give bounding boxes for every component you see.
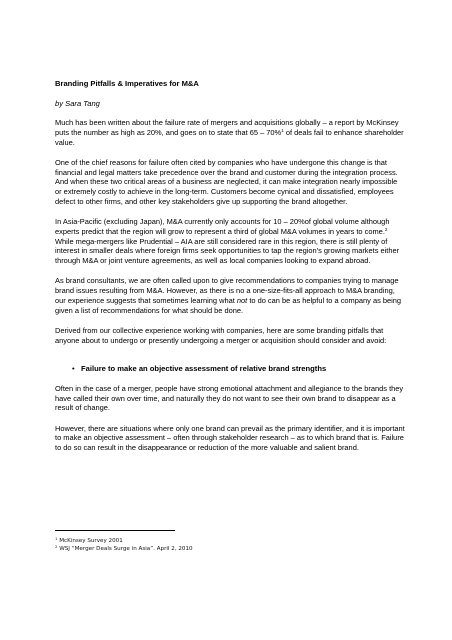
paragraph-4-emphasis: not [236, 295, 248, 305]
footnote-2-text: WSJ “Merger Deals Surge in Asia”. April 2, 2010 [57, 546, 193, 553]
footnote-2 [55, 545, 405, 553]
paragraph-4-text-a: As brand consultants, we are often called upon to give recommendations to companies trying to manage brand issues resulting from M&A. However, as there is no a one-size-fits-all approach to M&A branding, our experience suggests that sometimes learning what [55, 276, 399, 305]
paragraph-5: Derived from our collective experience working with companies, here are some branding pitfalls that anyone about to undergo or presently undergoing a merger or acquisition should consider and avoid: [55, 325, 387, 345]
bullet-symbol: • [72, 364, 75, 374]
paragraph-1-text-b: of deals fail to enhance shareholder value. [55, 127, 404, 147]
paragraph-6: Often in the case of a merger, people have strong emotional attachment and allegiance to the brands they have called their own over time, and naturally they do not want to see their own brand to disappear as a result of change. [55, 383, 404, 413]
paragraph-3 [55, 217, 405, 266]
footnote-ref-2[interactable]: 2 [384, 226, 388, 232]
author-byline: by Sara Tang [55, 98, 100, 108]
bullet-heading [55, 364, 405, 374]
footnote-1-text: McKinsey Survey 2001 [57, 538, 123, 544]
paragraph-1 [55, 118, 405, 147]
paragraph-2: One of the chief reasons for failure often cited by companies who have undergone this change is that financial and legal matters take precedence over the brand and customer during the integration process. And when these two critical areas of a business are neglected, it can make integration nearly impossible or extremely costly to achieve in the long-term. Customers become cynical and dissatisfied, employees defect to other firms, and other key stakeholders give up supporting the brand altogether. [55, 157, 398, 206]
paragraph-1-text-a: Much has been written about the failure rate of mergers and acquisitions globally – a report by McKinsey puts the number as high as 20%, and goes on to state that 65 – 70% [55, 118, 399, 137]
paragraph-4 [55, 276, 405, 315]
footnote-ref-1[interactable]: 1 [281, 127, 284, 133]
footnote-1 [55, 537, 405, 545]
paragraph-3-text-b: While mega-mergers like Prudential – AIA are still considered rare in this region, there is still plenty of interest in smaller deals where foreign firms seek opportunities to tap the region's growing markets either through M&A or joint venture agreements, as well as local companies looking to expand abroad. [55, 236, 400, 265]
paragraph-3-text-a: In Asia-Pacific (excluding Japan), M&A currently only accounts for 10 – 20%of global volume although experts predict that the region will grow to represent a third of global M&A volumes in years to come. [55, 217, 390, 236]
footnotes-section [55, 530, 405, 554]
footnote-2-number: 2 [55, 544, 58, 550]
document-body [55, 79, 405, 463]
document-title: Branding Pitfalls & Imperatives for M&A [55, 79, 199, 88]
paragraph-4-text-b: to do can be as helpful to a company as being given a list of recommendations for what should be done. [55, 295, 402, 315]
footnote-divider [55, 530, 175, 531]
bullet-heading-text: Failure to make an objective assessment of relative brand strengths [81, 364, 327, 374]
paragraph-7: However, there are situations where only one brand can prevail as the primary identifier, and it is important to make an objective assessment – often through stakeholder research – as to which brand that is. Failure to do so can result in the disappearance or reduction of the more valuable and salient brand. [55, 423, 405, 452]
footnote-1-number: 1 [55, 536, 58, 541]
